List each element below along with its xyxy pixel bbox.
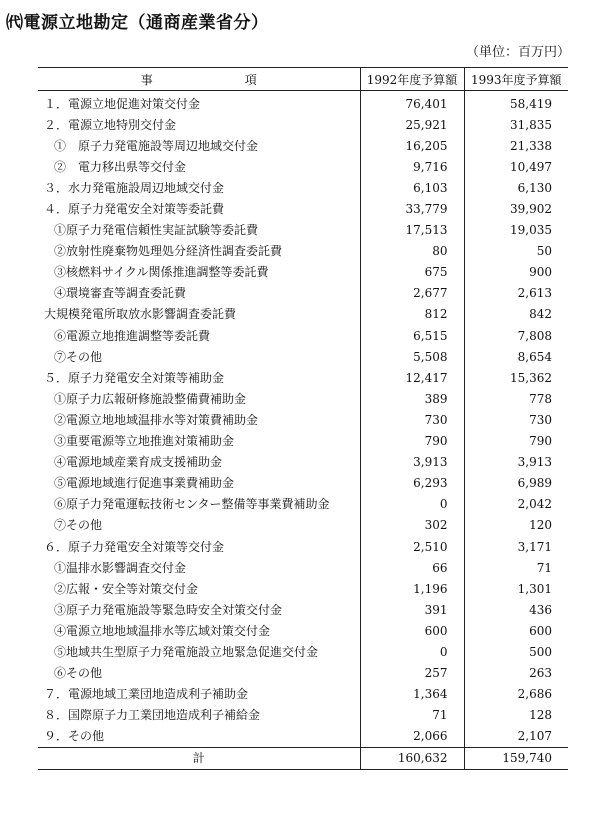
table-row [38,578,568,599]
total-row [38,747,568,769]
row-label: ⑦その他 [54,349,103,364]
row-value-1993: 50 [464,241,568,262]
row-label: ８．国際原子力工業団地造成利子補給金 [44,708,261,723]
row-value-1993: 900 [464,262,568,283]
row-label: ①原子力広報研修施設整備費補助金 [54,391,247,406]
table-row [38,198,568,219]
row-value-1992: 80 [360,241,464,262]
row-value-1993: 1,301 [464,578,568,599]
total-1993: 159,740 [464,747,568,769]
table-row [38,684,568,705]
table-row [38,620,568,641]
row-value-1992: 389 [360,388,464,409]
row-value-1992: 0 [360,494,464,515]
row-value-1993: 2,042 [464,494,568,515]
row-value-1993: 7,808 [464,325,568,346]
row-value-1992: 2,066 [360,726,464,748]
unit-label: （単位：百万円） [465,45,570,60]
table-row [38,557,568,578]
row-value-1993: 6,989 [464,473,568,494]
row-value-1993: 730 [464,409,568,430]
row-label: ６．原子力発電安全対策等交付金 [44,539,225,554]
table-row [38,705,568,726]
table-row [38,452,568,473]
row-value-1992: 1,364 [360,684,464,705]
header-1993: 1993年度予算額 [464,68,568,91]
row-value-1992: 33,779 [360,198,464,219]
row-label: ⑦その他 [54,518,103,533]
row-label: ③重要電源等立地推進対策補助金 [54,434,235,449]
row-value-1992: 391 [360,599,464,620]
row-value-1992: 9,716 [360,156,464,177]
row-value-1993: 2,613 [464,283,568,304]
row-value-1992: 66 [360,557,464,578]
table-row [38,473,568,494]
row-value-1993: 128 [464,705,568,726]
row-value-1992: 257 [360,663,464,684]
row-value-1993: 3,171 [464,536,568,557]
row-value-1992: 790 [360,431,464,452]
table-row [38,156,568,177]
row-label: ②放射性廃棄物処理処分経済性調査委託費 [54,244,283,259]
row-label: ①原子力発電信頼性実証試験等委託費 [54,223,259,238]
row-value-1992: 0 [360,641,464,662]
row-label: ２．電源立地特別交付金 [44,117,177,132]
row-value-1993: 436 [464,599,568,620]
header-1992: 1992年度予算額 [360,68,464,91]
table-row [38,325,568,346]
row-label: ④環境審査等調査委託費 [54,286,187,301]
row-label: ④電源地域産業育成支援補助金 [54,455,223,470]
row-label: １．電源立地促進対策交付金 [44,96,201,111]
table-row [38,515,568,536]
row-value-1993: 58,419 [464,91,568,115]
table-row [38,304,568,325]
table-row [38,388,568,409]
table-row [38,536,568,557]
row-label: ① 原子力発電施設等周辺地域交付金 [54,138,259,153]
budget-table [38,67,568,770]
row-value-1992: 12,417 [360,367,464,388]
row-label: ①温排水影響調査交付金 [54,560,187,575]
row-label: ②広報・安全等対策交付金 [54,581,199,596]
table-row [38,114,568,135]
table-row [38,346,568,367]
row-value-1993: 6,130 [464,177,568,198]
table-row [38,641,568,662]
row-value-1993: 600 [464,620,568,641]
row-label: ②電源立地地域温排水等対策費補助金 [54,412,259,427]
row-value-1992: 16,205 [360,135,464,156]
row-value-1992: 812 [360,304,464,325]
table-row [38,409,568,430]
table-row [38,599,568,620]
row-value-1993: 15,362 [464,367,568,388]
total-label: 計 [38,747,360,769]
row-value-1992: 3,913 [360,452,464,473]
row-value-1992: 76,401 [360,91,464,115]
row-label: ⑤地域共生型原子力発電施設立地緊急促進交付金 [54,644,319,659]
row-value-1992: 5,508 [360,346,464,367]
row-value-1992: 17,513 [360,220,464,241]
table-row [38,241,568,262]
row-value-1993: 263 [464,663,568,684]
row-value-1993: 790 [464,431,568,452]
table-row [38,135,568,156]
table-row [38,663,568,684]
row-label: ② 電力移出県等交付金 [54,159,187,174]
row-label: ③原子力発電施設等緊急時安全対策交付金 [54,602,283,617]
row-label: ⑤電源地域進行促進事業費補助金 [54,476,235,491]
row-value-1992: 6,293 [360,473,464,494]
row-value-1993: 10,497 [464,156,568,177]
table-row [38,367,568,388]
row-value-1993: 71 [464,557,568,578]
row-value-1993: 842 [464,304,568,325]
row-label: ３．水力発電施設周辺地域交付金 [44,180,225,195]
table-body [38,91,568,748]
row-value-1993: 2,686 [464,684,568,705]
table-row [38,494,568,515]
row-value-1992: 302 [360,515,464,536]
header-item: 事 項 [38,68,360,91]
row-value-1992: 6,515 [360,325,464,346]
row-label: ⑥その他 [54,666,103,681]
row-value-1992: 1,196 [360,578,464,599]
row-value-1993: 778 [464,388,568,409]
row-label: ⑥電源立地推進調整等委託費 [54,328,211,343]
row-label: ９．その他 [44,729,105,744]
table-row [38,220,568,241]
table-row [38,177,568,198]
row-label: 大規模発電所取放水影響調査委託費 [44,307,237,322]
document-title: ㈹電源立地勘定（通商産業省分） [6,13,269,33]
row-label: ④電源立地地域温排水等広域対策交付金 [54,623,271,638]
row-value-1993: 21,338 [464,135,568,156]
total-1992: 160,632 [360,747,464,769]
row-value-1992: 600 [360,620,464,641]
row-value-1993: 8,654 [464,346,568,367]
row-value-1992: 6,103 [360,177,464,198]
row-value-1992: 71 [360,705,464,726]
table-row [38,726,568,748]
row-value-1992: 675 [360,262,464,283]
row-value-1993: 39,902 [464,198,568,219]
row-value-1992: 25,921 [360,114,464,135]
row-value-1993: 19,035 [464,220,568,241]
row-value-1993: 31,835 [464,114,568,135]
row-value-1992: 2,510 [360,536,464,557]
table-header-row [38,68,568,91]
row-label: ５．原子力発電安全対策等補助金 [44,370,225,385]
row-value-1993: 2,107 [464,726,568,748]
row-value-1993: 500 [464,641,568,662]
table-row [38,91,568,115]
table-row [38,262,568,283]
table-row [38,431,568,452]
row-label: ③核燃料サイクル関係推進調整等委託費 [54,265,269,280]
table-row [38,283,568,304]
row-value-1993: 3,913 [464,452,568,473]
row-value-1993: 120 [464,515,568,536]
row-label: ４．原子力発電安全対策等委託費 [44,202,225,217]
row-label: ７．電源地域工業団地造成利子補助金 [44,687,249,702]
row-value-1992: 730 [360,409,464,430]
row-label: ⑥原子力発電運転技術センター整備等事業費補助金 [54,497,330,512]
row-value-1992: 2,677 [360,283,464,304]
